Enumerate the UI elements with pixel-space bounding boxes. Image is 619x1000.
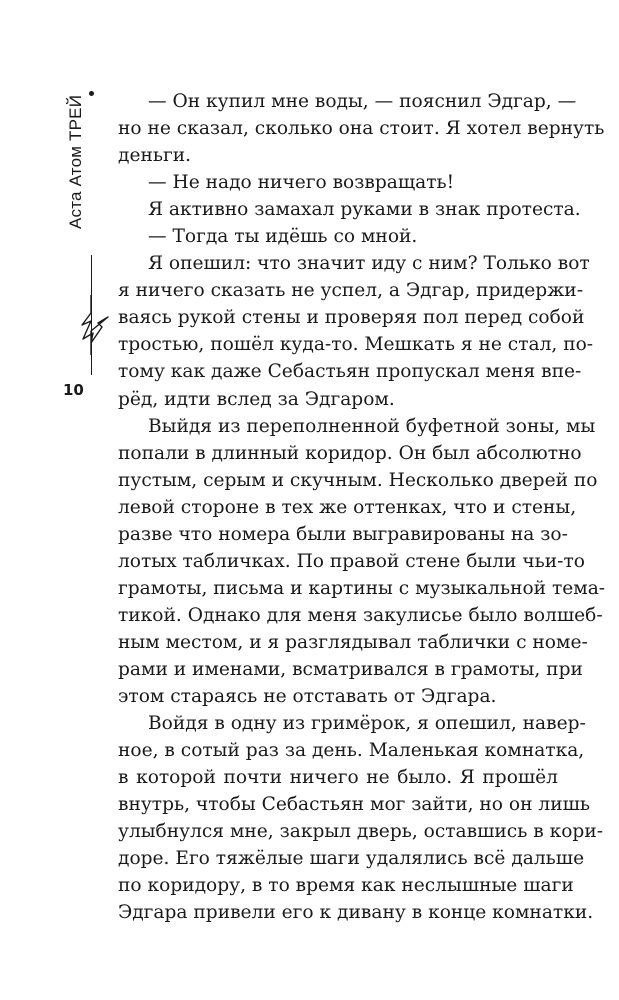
text-line: — Он купил мне воды, — пояснил Эдгар, — <box>148 91 577 112</box>
text-line: Эдгара привели его к дивану в конце комнатки. <box>118 902 594 924</box>
paragraph <box>118 710 604 926</box>
text-line: тростью, пошёл куда-то. Мешкать я не стал, по- <box>118 334 594 356</box>
text-line: попали в длинный коридор. Он был абсолютно <box>118 442 582 464</box>
text-line: Я активно замахал руками в знак протеста. <box>148 199 581 221</box>
paragraph <box>118 250 594 412</box>
text-line: левой стороне в тех же оттенках, что и стены, <box>118 496 577 518</box>
paragraph <box>118 169 558 196</box>
body-text <box>118 88 606 926</box>
text-line: тикой. Однако для меня закулисье было волшеб- <box>118 604 603 626</box>
text-line: тому как даже Себастьян пропускал меня впе- <box>118 361 582 383</box>
text-line: я ничего сказать не успел, а Эдгар, придержи- <box>118 280 583 302</box>
text-line: внутрь, чтобы Себастьян мог зайти, но он лишь <box>118 794 591 816</box>
heartbeat-wave-icon <box>72 295 114 355</box>
paragraph <box>118 88 605 169</box>
text-line: но не сказал, сколько она стоит. Я хотел вернуть <box>118 118 605 140</box>
text-line: Войдя в одну из гримёрок, я опешил, навер- <box>148 713 586 735</box>
text-line: — Не надо ничего возвращать! <box>148 172 455 194</box>
text-line: деньги. <box>118 145 192 167</box>
text-line: пустым, серым и скучным. Несколько дверей по <box>118 469 598 491</box>
running-head <box>66 95 106 405</box>
page-number: 10 <box>63 381 84 399</box>
paragraph <box>118 413 606 711</box>
paragraph <box>118 196 581 223</box>
text-line: ное, в сотый раз за день. Маленькая комнатка, <box>118 740 585 762</box>
text-line: грамоты, письма и картины с музыкальной тема- <box>118 577 606 599</box>
text-line: рёд, идти вслед за Эдгаром. <box>118 388 395 410</box>
text-line: по коридору, в то время как неслышные шаги <box>118 875 574 897</box>
text-line: рами и именами, всматривался в грамоты, при <box>118 658 583 680</box>
text-line: ваясь рукой стены и проверяя пол перед собой <box>118 307 585 329</box>
text-line: лотых табличках. По правой стене были чьи-то <box>118 550 585 572</box>
running-head-title: Аста Атом ТРЕЙ <box>66 95 85 230</box>
text-line: Я опешил: что значит иду с ним? Только вот <box>148 253 590 275</box>
text-line: доре. Его тяжёлые шаги удалялись всё дальше <box>118 848 585 870</box>
text-line: в которой почти ничего не было. Я прошёл <box>118 767 558 789</box>
text-line: — Тогда ты идёшь со мной. <box>148 226 418 248</box>
text-line: улыбнулся мне, закрыл дверь, оставшись в кори- <box>118 821 604 843</box>
text-line: разве что номера были выгравированы на зо- <box>118 523 568 545</box>
text-line: ным местом, и я разглядывал таблички с номе- <box>118 631 588 653</box>
text-line: Выйдя из переполненной буфетной зоны, мы <box>148 415 596 437</box>
text-line: этом стараясь не отставать от Эдгара. <box>118 686 497 708</box>
paragraph <box>118 223 558 250</box>
